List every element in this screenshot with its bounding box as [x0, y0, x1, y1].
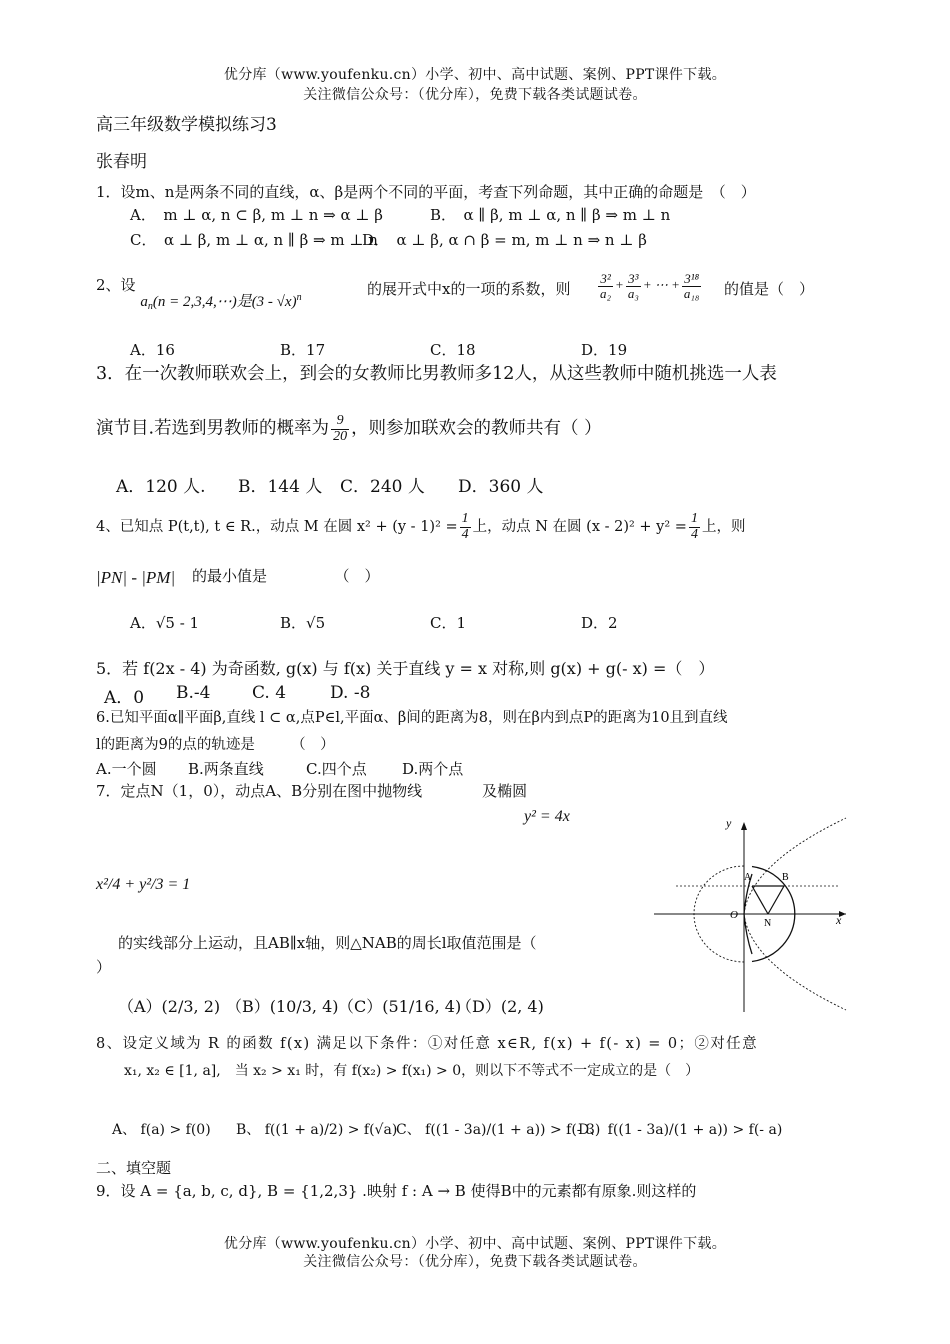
q4-line-1 — [96, 512, 745, 542]
q1-option-c: C． α ⊥ β, m ⊥ α, n ∥ β ⇒ m ⊥ n — [130, 231, 378, 249]
q7-option-d: （D）(2, 4) — [456, 997, 544, 1016]
q4-f2-den: 4 — [690, 526, 698, 542]
q2-seq-symbol: a — [140, 294, 148, 310]
q2-seq-sub: n — [147, 301, 153, 312]
q1-stem: 1．设m、n是两条不同的直线，α、β是两个不同的平面，考查下列命题，其中正确的命题是 （ ） — [96, 183, 756, 201]
point-b-label: B — [782, 872, 789, 883]
q6-option-a: A.一个圆 — [96, 760, 157, 778]
q3-line-2-start: 演节目.若选到男教师的概率为 — [96, 418, 330, 439]
q6-line-1: 6.已知平面α∥平面β,直线 l ⊂ α,点P∈l,平面α、β间的距离为8，则在β内到点P的距离为10且到直线 — [96, 710, 728, 726]
q4-radius-fraction-2 — [689, 512, 700, 542]
q4-f2-num: 1 — [690, 511, 698, 526]
q3-line-2-end: ，则参加联欢会的教师共有（ ） — [351, 418, 602, 439]
q4-f1-den: 4 — [461, 526, 469, 542]
q2-option-c: C．18 — [430, 341, 476, 359]
q5-option-b: B.-4 — [176, 683, 211, 703]
q2-tail: 的值是（ ） — [724, 280, 815, 298]
x-axis-label: x — [836, 913, 842, 927]
header-line-2: 关注微信公众号：（优分库），免费下载各类试题试卷。 — [303, 87, 647, 103]
q5-stem: 5．若 f(2x - 4) 为奇函数, g(x) 与 f(x) 关于直线 y = x 对称,则 g(x) + g(- x) =（ ） — [96, 659, 715, 678]
origin-label: O — [730, 909, 738, 921]
q7-figure — [650, 812, 850, 1014]
header-line-1: 优分库（www.youfenku.cn）小学、初中、高中试题、案例、PPT课件下载。 — [223, 67, 727, 83]
q6-option-b: B.两条直线 — [188, 760, 264, 778]
q2-condition: (n = 2,3,4,⋯)是(3 - √x) — [152, 294, 297, 310]
q7-option-b: （B）(10/3, 4) — [226, 997, 339, 1016]
q4-option-a: A．√5 - 1 — [130, 614, 200, 632]
q3-frac-den: 20 — [333, 428, 348, 444]
q2-mid-text: 的展开式中x的一项的系数，则 — [367, 280, 571, 298]
q7-option-c: （C）(51/16, 4) — [338, 997, 462, 1016]
q1-option-a: A． m ⊥ α, n ⊂ β, m ⊥ n ⇒ α ⊥ β — [130, 206, 383, 224]
q6-option-c: C.四个点 — [306, 760, 367, 778]
q4-radius-fraction-1 — [460, 512, 471, 542]
q1-option-b: B． α ∥ β, m ⊥ α, n ∥ β ⇒ m ⊥ n — [430, 206, 671, 224]
q7-line-2: 的实线部分上运动，且AB∥x轴，则△NAB的周长l取值范围是（ — [118, 934, 537, 952]
q2-sum: $\frac{\text{3²}}{\text{a₂}}$ + $\frac{\text{3³}}{\text{a₃}}$ + ⋯ + $\frac{\text{3¹⁸}}{\text{a₁₈}}$ — [600, 271, 700, 301]
q7-line-1: 7．定点N（1，0），动点A、B分别在图中抛物线 及椭圆 — [96, 782, 528, 800]
segment-bn — [768, 886, 784, 914]
y-axis-label: y — [726, 816, 732, 830]
q7-line-3: ） — [96, 958, 112, 976]
q6-line-2: l的距离为9的点的轨迹是 （ ） — [96, 737, 335, 753]
doc-title: 高三年级数学模拟练习3 — [96, 115, 277, 135]
q2-fraction-3 — [682, 272, 702, 300]
q3-option-a: A．120 人. — [116, 477, 206, 497]
q2-fraction-1 — [598, 272, 613, 300]
q2-f1-num: 3² — [598, 272, 613, 287]
point-n-label: N — [764, 918, 772, 929]
q2-f1-den: a₂ — [600, 285, 612, 301]
q4-expression: |PN| - |PM| — [96, 568, 176, 587]
section-2-heading: 二、填空题 — [96, 1159, 172, 1177]
q2-fraction-2 — [626, 272, 641, 300]
q2-exponent: n — [296, 292, 302, 303]
q2-f3-den: a₁₈ — [683, 285, 700, 301]
q4-option-d: D．2 — [581, 614, 618, 632]
q9-stem: 9．设 A = {a, b, c, d}, B = {1,2,3} .映射 f : A → B 使得B中的元素都有原象.则这样的 — [96, 1182, 697, 1200]
q3-line-1: 3．在一次教师联欢会上，到会的女教师比男教师多12人，从这些教师中随机挑选一人表 — [96, 364, 777, 384]
y-axis-arrow-icon — [741, 822, 747, 830]
q2-option-b: B．17 — [280, 341, 326, 359]
q8-option-b: B、 f((1 + a)/2) > f(√a) — [236, 1122, 398, 1138]
q8-option-d: D、 f((1 - 3a)/(1 + a)) > f(- a) — [578, 1122, 783, 1138]
q6-option-d: D.两个点 — [402, 760, 464, 778]
q2-f2-num: 3³ — [626, 272, 641, 287]
q3-option-b: B．144 人 — [238, 477, 323, 497]
q8-option-a: A、 f(a) > f(0) — [112, 1122, 211, 1138]
q2-lead: 2、设 — [96, 276, 136, 294]
q4-line-1-a: 4、已知点 P(t,t), t ∈ R.，动点 M 在圆 x² + (y - 1)² = — [96, 519, 458, 536]
q2-option-d: D．19 — [581, 341, 628, 359]
q4-line-2: 的最小值是 （ ） — [192, 567, 380, 585]
author-name: 张春明 — [96, 152, 147, 172]
q1-option-d: D． α ⊥ β, α ∩ β = m, m ⊥ n ⇒ n ⊥ β — [362, 231, 647, 249]
q4-option-b: B．√5 — [280, 614, 326, 632]
point-a-label: A — [744, 872, 752, 883]
q4-line-1-b: 上，动点 N 在圆 (x - 2)² + y² = — [472, 519, 687, 536]
q4-line-1-c: 上，则 — [701, 519, 746, 536]
q5-option-d: D. -8 — [330, 683, 371, 703]
q2-stem — [96, 274, 302, 312]
q3-option-d: D．360 人 — [458, 477, 544, 497]
q2-sequence — [140, 294, 301, 310]
q2-dots: + ⋯ + — [642, 277, 680, 293]
footer-line-1: 优分库（www.youfenku.cn）小学、初中、高中试题、案例、PPT课件下载。 — [223, 1236, 727, 1252]
q8-option-c: C、 f((1 - 3a)/(1 + a)) > f(- 3) — [396, 1122, 601, 1138]
q7-ellipse: x²/4 + y²/3 = 1 — [96, 876, 191, 893]
q4-option-c: C．1 — [430, 614, 467, 632]
q3-frac-num: 9 — [331, 414, 349, 430]
q7-option-a: （A）(2/3, 2) — [118, 997, 221, 1016]
q2-f2-den: a₃ — [627, 285, 639, 301]
footer-line-2: 关注微信公众号：（优分库），免费下载各类试题试卷。 — [303, 1254, 647, 1270]
q8-line-1: 8、设定义域为 R 的函数 f(x) 满足以下条件：①对任意 x∈R, f(x) + f(- x) = 0；②对任意 — [96, 1036, 758, 1052]
q5-option-c: C. 4 — [252, 683, 287, 703]
q8-line-2: x₁, x₂ ∈ [1, a], 当 x₂ > x₁ 时，有 f(x₂) > f(x₁) > 0，则以下不等式不一定成立的是（ ） — [124, 1063, 700, 1079]
q3-probability-fraction — [331, 414, 349, 444]
q3-line-2 — [96, 414, 602, 444]
q3-option-c: C．240 人 — [340, 477, 425, 497]
q7-parabola: y² = 4x — [524, 808, 570, 825]
segment-an — [752, 886, 768, 914]
q5-option-a: A．0 — [104, 688, 145, 708]
q2-f3-num: 3¹⁸ — [682, 272, 702, 287]
q4-f1-num: 1 — [461, 511, 469, 526]
q2-option-a: A．16 — [130, 341, 175, 359]
